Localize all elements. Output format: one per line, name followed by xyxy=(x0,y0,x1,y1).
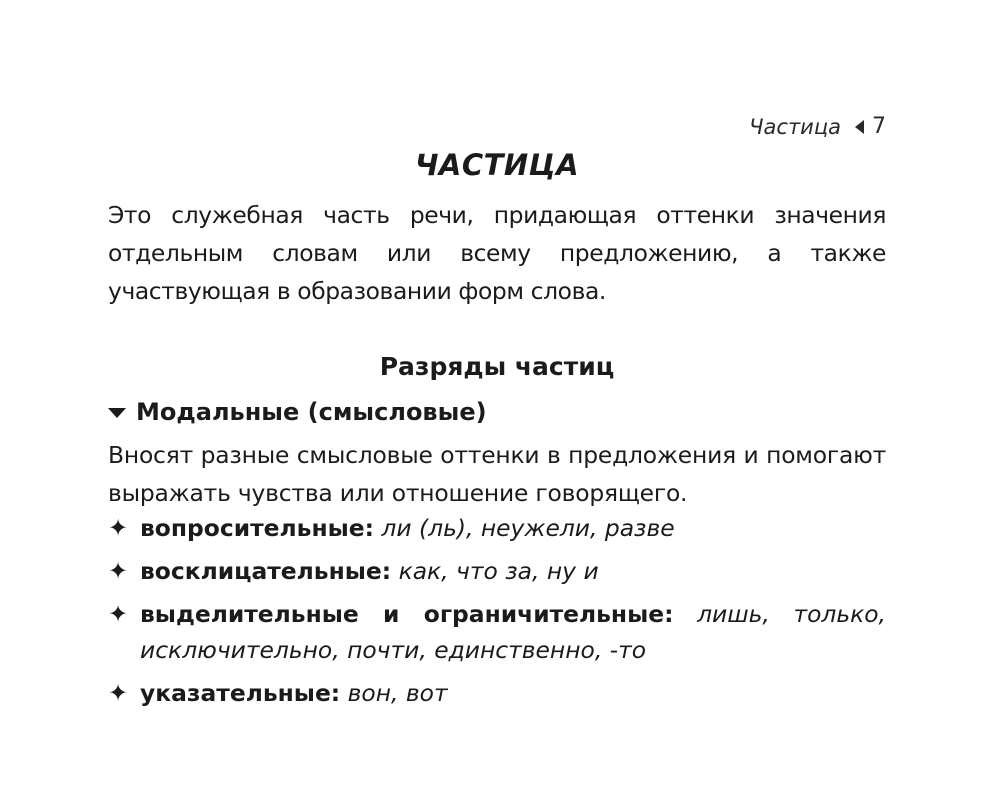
subsection-heading xyxy=(108,398,487,426)
arrow-left-icon xyxy=(855,120,864,134)
item-term: восклицательные: xyxy=(140,557,392,585)
item-examples: ли (ль), неужели, разве xyxy=(381,514,675,542)
definition-paragraph: Это служебная часть речи, придающая оттенки значения отдельным словам или всему предложению, а также участвующая в образовании форм слова. xyxy=(108,201,886,305)
star-bullet-icon: ✦ xyxy=(108,600,129,628)
star-bullet-icon: ✦ xyxy=(108,679,129,707)
item-examples: лишь, только, исключительно, почти, единственно, -то xyxy=(140,600,886,664)
item-examples: как, что за, ну и xyxy=(398,557,599,585)
subsection-description: Вносят разные смысловые оттенки в предложения и помогают выражать чувства или отношение говорящего. xyxy=(108,441,886,507)
list-item xyxy=(108,553,886,589)
book-page xyxy=(108,0,886,808)
list-item xyxy=(108,596,886,668)
list-item xyxy=(108,510,886,546)
star-bullet-icon: ✦ xyxy=(108,514,129,542)
running-head-title: Частица xyxy=(749,114,841,139)
running-head xyxy=(749,114,886,139)
item-term: выделительные и ограничительные: xyxy=(140,600,674,628)
section-title: Разряды частиц xyxy=(379,352,615,381)
page-title: ЧАСТИЦА xyxy=(414,148,580,182)
star-bullet-icon: ✦ xyxy=(108,557,129,585)
item-term: указательные: xyxy=(140,679,341,707)
triangle-down-icon xyxy=(108,408,126,418)
subsection-title: Модальные (смысловые) xyxy=(136,398,487,426)
item-term: вопросительные: xyxy=(140,514,374,542)
item-examples: вон, вот xyxy=(347,679,448,707)
page-number: 7 xyxy=(872,114,886,139)
particle-types-list xyxy=(108,510,886,718)
list-item xyxy=(108,675,886,711)
